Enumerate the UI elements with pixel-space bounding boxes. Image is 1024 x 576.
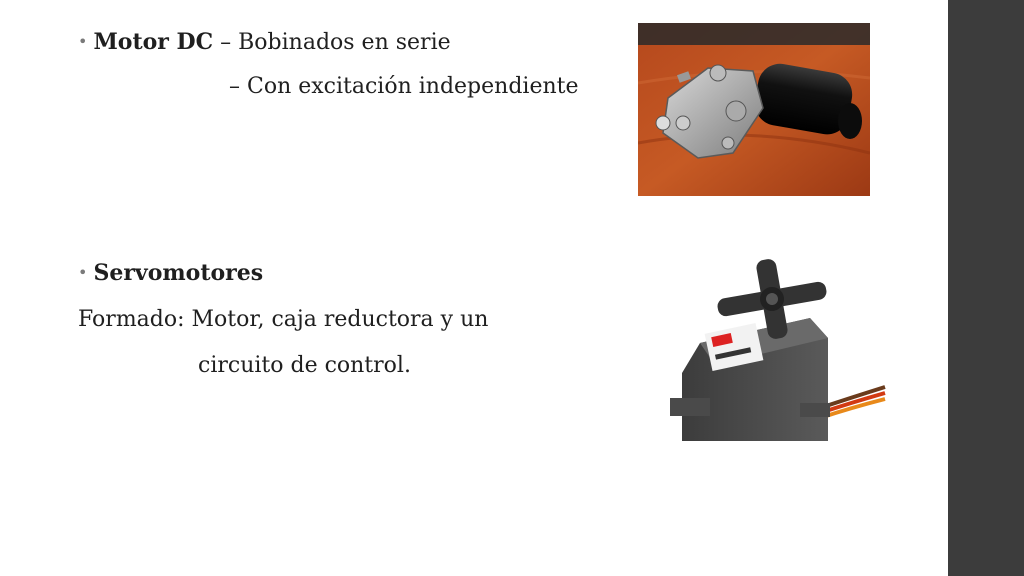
motor-dc-item-2: – Con excitación independiente — [229, 74, 579, 99]
bullet-motor-dc — [78, 28, 451, 58]
motor-dc-item-1: – Bobinados en serie — [220, 30, 451, 55]
bullet-dot: • — [78, 263, 88, 282]
servomotores-title: Servomotores — [93, 260, 264, 286]
bullet-servomotores — [78, 259, 263, 289]
motor-dc-title: Motor DC — [93, 29, 214, 55]
servo-motor-image — [660, 253, 890, 443]
slide-sidebar — [948, 0, 1024, 576]
dc-motor-image — [638, 23, 870, 196]
servomotores-line-1: Formado: Motor, caja reductora y un — [78, 307, 489, 332]
servomotores-line-2: circuito de control. — [198, 353, 411, 378]
bullet-dot: • — [78, 32, 88, 51]
